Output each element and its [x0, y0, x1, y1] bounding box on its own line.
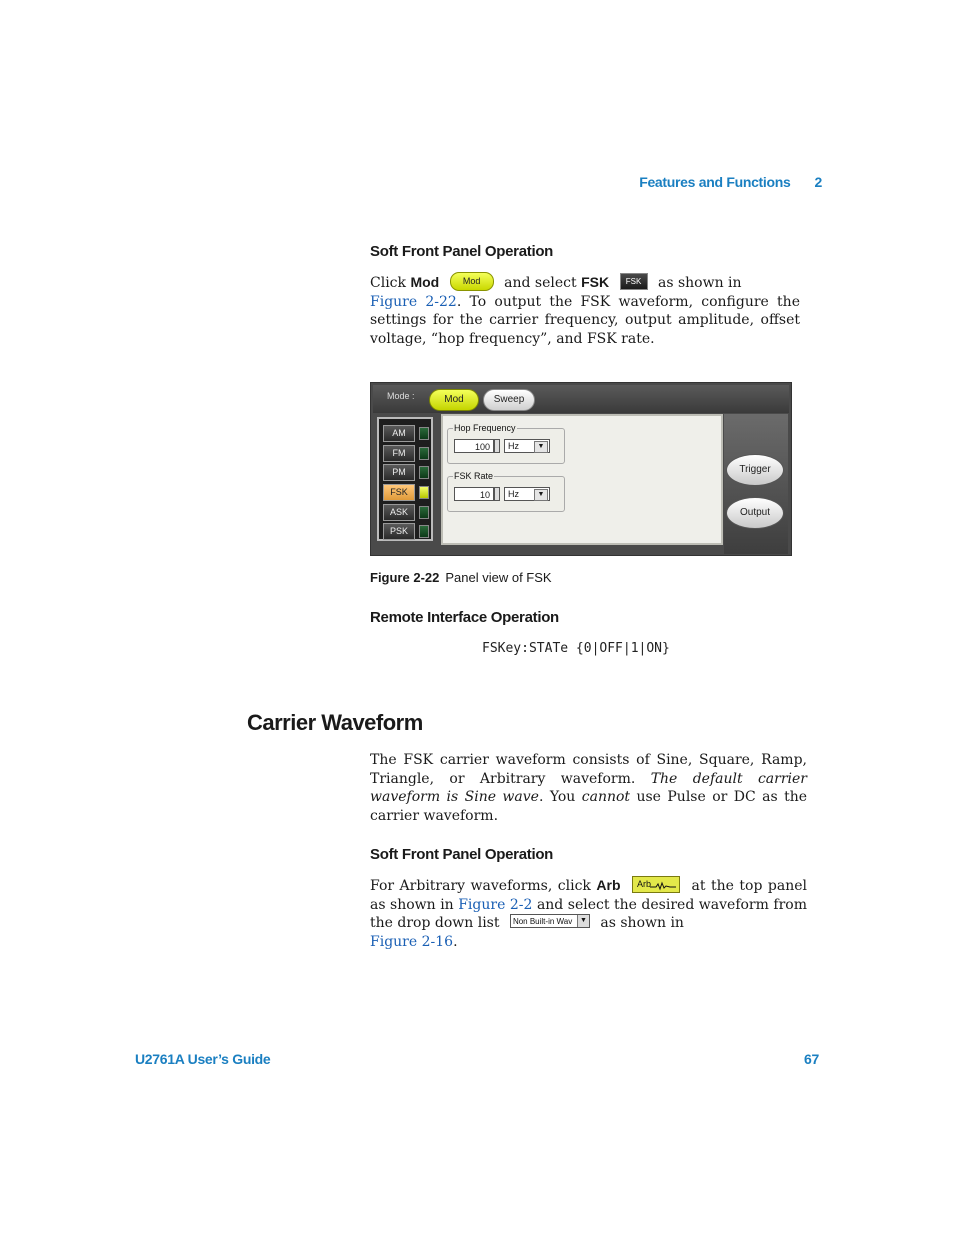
output-button[interactable]: Output — [726, 497, 784, 529]
text-as-shown: as shown in — [657, 275, 742, 291]
header-section: Features and Functions — [639, 174, 791, 190]
chevron-down-icon: ▼ — [534, 489, 548, 501]
carrier-text-b: . You — [538, 789, 576, 806]
waveform-dropdown-icon — [510, 914, 590, 928]
section-title: Carrier Waveform — [247, 710, 423, 735]
text-mod: Mod — [410, 274, 440, 290]
fsk-rate-input[interactable]: 10 — [454, 487, 494, 501]
mode-sweep-button[interactable]: Sweep — [483, 389, 535, 411]
soft-panel-paragraph-1 — [370, 273, 800, 349]
arb-button-icon — [632, 876, 680, 893]
footer-guide: U2761A User’s Guide — [135, 1051, 271, 1067]
figure-link-2-16[interactable]: Figure 2-16 — [370, 934, 454, 951]
figure-caption — [370, 570, 552, 586]
hop-frequency-group — [447, 423, 565, 464]
carrier-text-c: use Pulse or DC as the carrier waveform. — [370, 789, 808, 825]
arb-icon-label: Arb — [637, 878, 652, 889]
mod-fsk-button[interactable]: FSK — [383, 484, 415, 501]
fsk-rate-unit: Hz — [508, 489, 519, 499]
fsk-rate-group — [447, 471, 565, 512]
fsk-rate-unit-select[interactable] — [504, 487, 550, 501]
figure-number: Figure 2-22 — [370, 570, 440, 585]
fsk-indicator-icon — [419, 486, 429, 499]
hop-frequency-unit-select[interactable] — [504, 439, 550, 453]
arb-text-d: as shown in — [600, 915, 684, 932]
carrier-text-italic: The default carrier waveform is Sine wave — [370, 770, 807, 806]
arb-text-b: at the top panel as shown in — [370, 878, 808, 913]
hop-frequency-input[interactable]: 100 — [454, 439, 494, 453]
scpi-command: FSKey:STATe {0|OFF|1|ON} — [482, 641, 670, 656]
arb-wave-icon — [650, 881, 676, 891]
pm-indicator-icon — [419, 466, 429, 479]
hop-frequency-unit: Hz — [508, 441, 519, 451]
arb-text-c: and select the desired waveform from the drop down list — [370, 896, 807, 932]
hop-frequency-label: Hop Frequency — [454, 423, 516, 433]
soft-panel-paragraph-2 — [370, 876, 807, 952]
ask-indicator-icon — [419, 506, 429, 519]
mode-label: Mode : — [387, 391, 415, 401]
arb-text-end: . — [453, 934, 458, 951]
text-click: Click — [370, 275, 406, 291]
trigger-button[interactable]: Trigger — [726, 454, 784, 486]
mod-pm-button[interactable]: PM — [383, 464, 415, 481]
chevron-down-icon: ▼ — [534, 441, 548, 453]
mod-button-icon: Mod — [450, 272, 494, 291]
mod-fm-button[interactable]: FM — [383, 445, 415, 462]
text-fsk: FSK — [581, 274, 610, 290]
chevron-down-icon: ▼ — [577, 915, 589, 927]
am-indicator-icon — [419, 427, 429, 440]
carrier-text-a: The FSK carrier waveform consists of Sine, Square, Ramp, Triangle, or Arbitrary waveform. — [370, 752, 807, 787]
running-header — [639, 174, 822, 190]
carrier-paragraph — [370, 751, 807, 826]
fsk-panel-figure — [370, 382, 792, 556]
mod-ask-button[interactable]: ASK — [383, 504, 415, 521]
mode-mod-button[interactable]: Mod — [429, 389, 479, 411]
psk-indicator-icon — [419, 525, 429, 538]
mod-am-button[interactable]: AM — [383, 425, 415, 442]
action-area — [724, 414, 788, 554]
figure-link-2-2[interactable]: Figure 2-2 — [458, 896, 533, 913]
mod-psk-button[interactable]: PSK — [383, 523, 415, 540]
text-and-select: and select — [504, 275, 577, 291]
carrier-text-cannot: cannot — [581, 789, 631, 806]
fsk-settings-area — [441, 414, 723, 545]
soft-panel-heading-2: Soft Front Panel Operation — [370, 846, 554, 863]
fsk-rate-label: FSK Rate — [454, 471, 494, 481]
figure-link-2-22[interactable]: Figure 2-22 — [370, 293, 457, 310]
arb-text-a: For Arbitrary waveforms, click — [370, 878, 591, 894]
modulation-selector — [377, 417, 433, 541]
figure-text: Panel view of FSK — [445, 570, 552, 585]
mode-bar — [373, 385, 789, 413]
soft-panel-heading-1: Soft Front Panel Operation — [370, 243, 554, 260]
fm-indicator-icon — [419, 447, 429, 460]
header-chapter: 2 — [814, 174, 822, 190]
arb-text-kw: Arb — [596, 877, 621, 893]
footer-page-number: 67 — [804, 1051, 819, 1067]
hop-frequency-spinner[interactable] — [494, 439, 500, 453]
text-rest: . To output the FSK waveform, configure the settings for the carrier frequency, output amplitude, offset voltage, “hop frequency”, and FSK rate. — [370, 293, 800, 348]
remote-heading: Remote Interface Operation — [370, 609, 559, 626]
fsk-button-icon: FSK — [620, 273, 648, 290]
dropdown-label: Non Built-in Wav — [512, 917, 573, 927]
fsk-rate-spinner[interactable] — [494, 487, 500, 501]
